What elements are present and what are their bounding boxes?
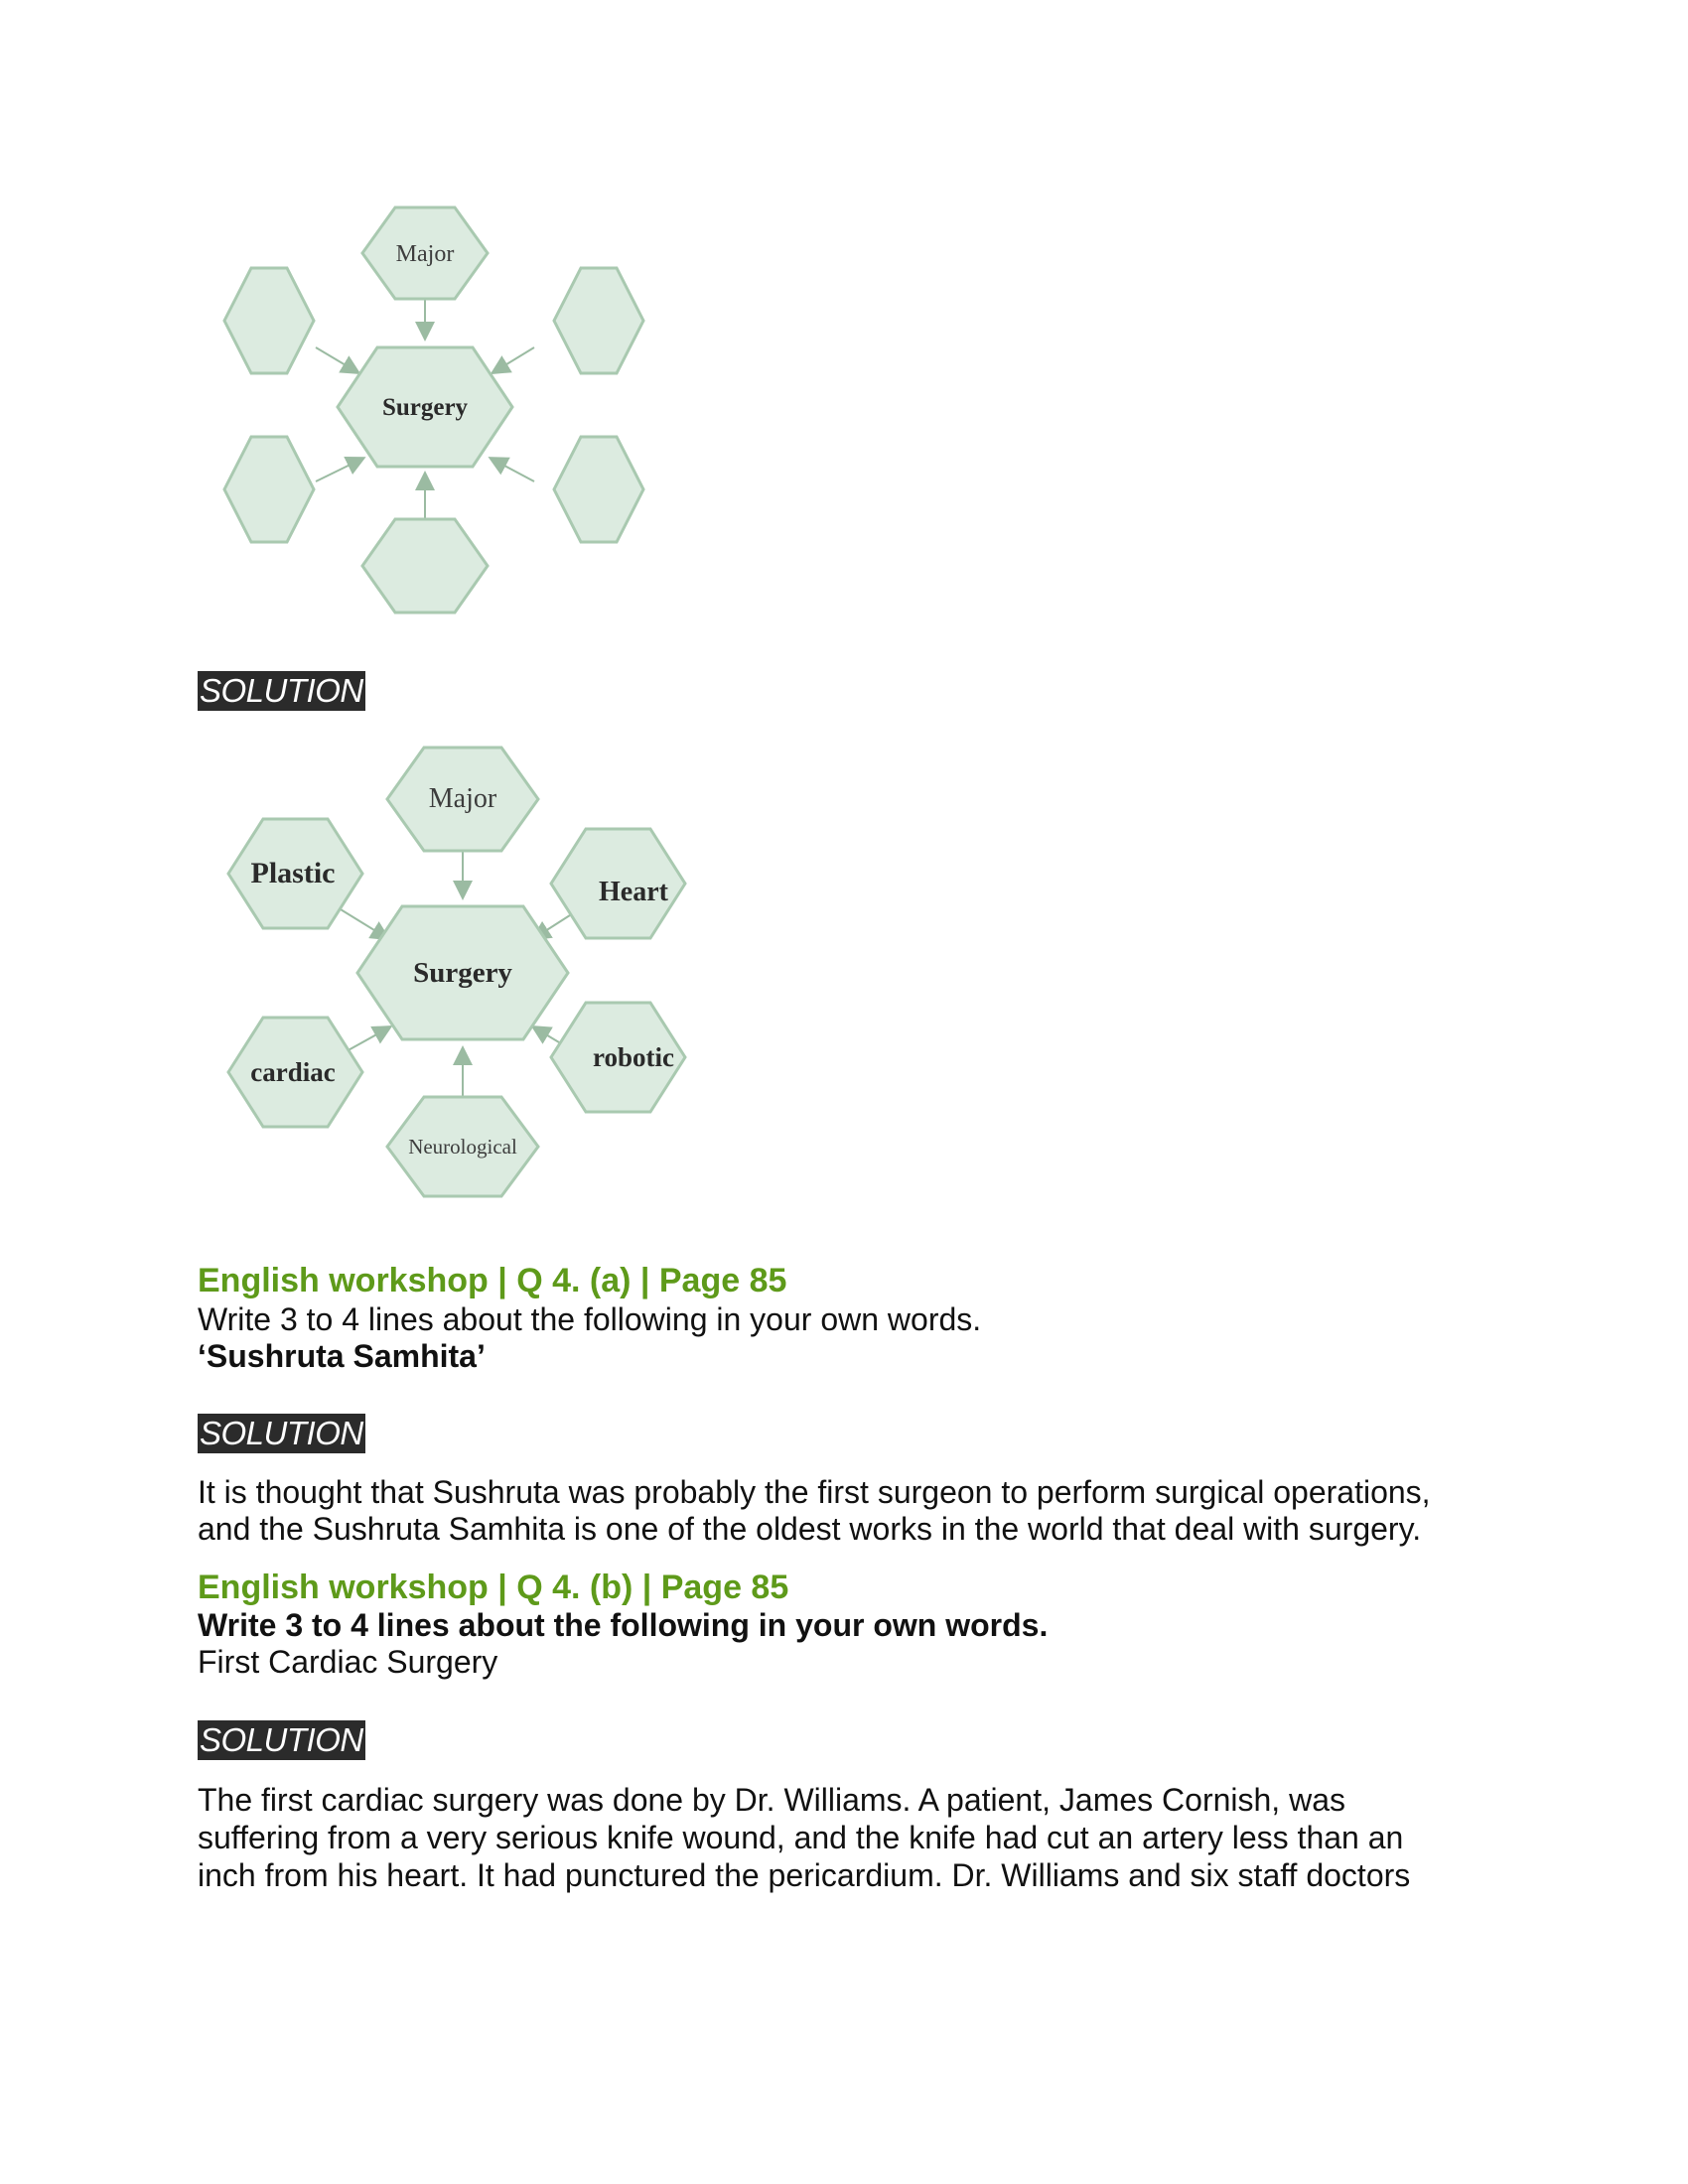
q4a-topic: ‘Sushruta Samhita’ [198,1338,486,1374]
hex-bottom [362,519,488,613]
hex-label-center: Surgery [413,957,512,989]
q4b-prompt: Write 3 to 4 lines about the following in your own words. [198,1607,1049,1643]
hex-label-bottom: Neurological [408,1135,517,1159]
q4b-heading: English workshop | Q 4. (b) | Page 85 [198,1569,789,1606]
q4b-solution-line-1: The first cardiac surgery was done by Dr. Williams. A patient, James Cornish, was [198,1782,1345,1818]
hex-bottom-right [554,437,643,542]
hex-bottom-left [224,437,314,542]
solution-label: SOLUTION [200,1721,363,1758]
hex-top-right [554,268,643,373]
q4a-solution-line-2: and the Sushruta Samhita is one of the oldest works in the world that deal with surgery. [198,1511,1422,1547]
solution-label: SOLUTION [200,672,363,709]
q4a-solution-line-1: It is thought that Sushruta was probably the first surgeon to perform surgical operations, [198,1474,1431,1510]
surgery-diagram-solved [218,740,715,1216]
hex-label-top-left: Plastic [250,857,336,889]
hex-label-center: Surgery [381,394,469,421]
hex-label-bottom-right: robotic [593,1042,674,1072]
q4a-heading: English workshop | Q 4. (a) | Page 85 [198,1262,787,1299]
surgery-diagram-blank [213,199,650,615]
hex-label-top-right: Heart [599,877,668,907]
q4b-topic: First Cardiac Surgery [198,1644,498,1680]
hex-top-left [224,268,314,373]
hex-label-top: Major [428,783,497,814]
q4b-solution-line-2: suffering from a very serious knife wound, and the knife had cut an artery less than an [198,1820,1404,1855]
hex-label-top: Major [395,241,455,267]
solution-label: SOLUTION [200,1415,363,1451]
hex-label-bottom-left: cardiac [250,1057,336,1087]
q4b-solution-line-3: inch from his heart. It had punctured the pericardium. Dr. Williams and six staff doctors [198,1857,1411,1893]
q4a-prompt: Write 3 to 4 lines about the following in your own words. [198,1301,982,1337]
